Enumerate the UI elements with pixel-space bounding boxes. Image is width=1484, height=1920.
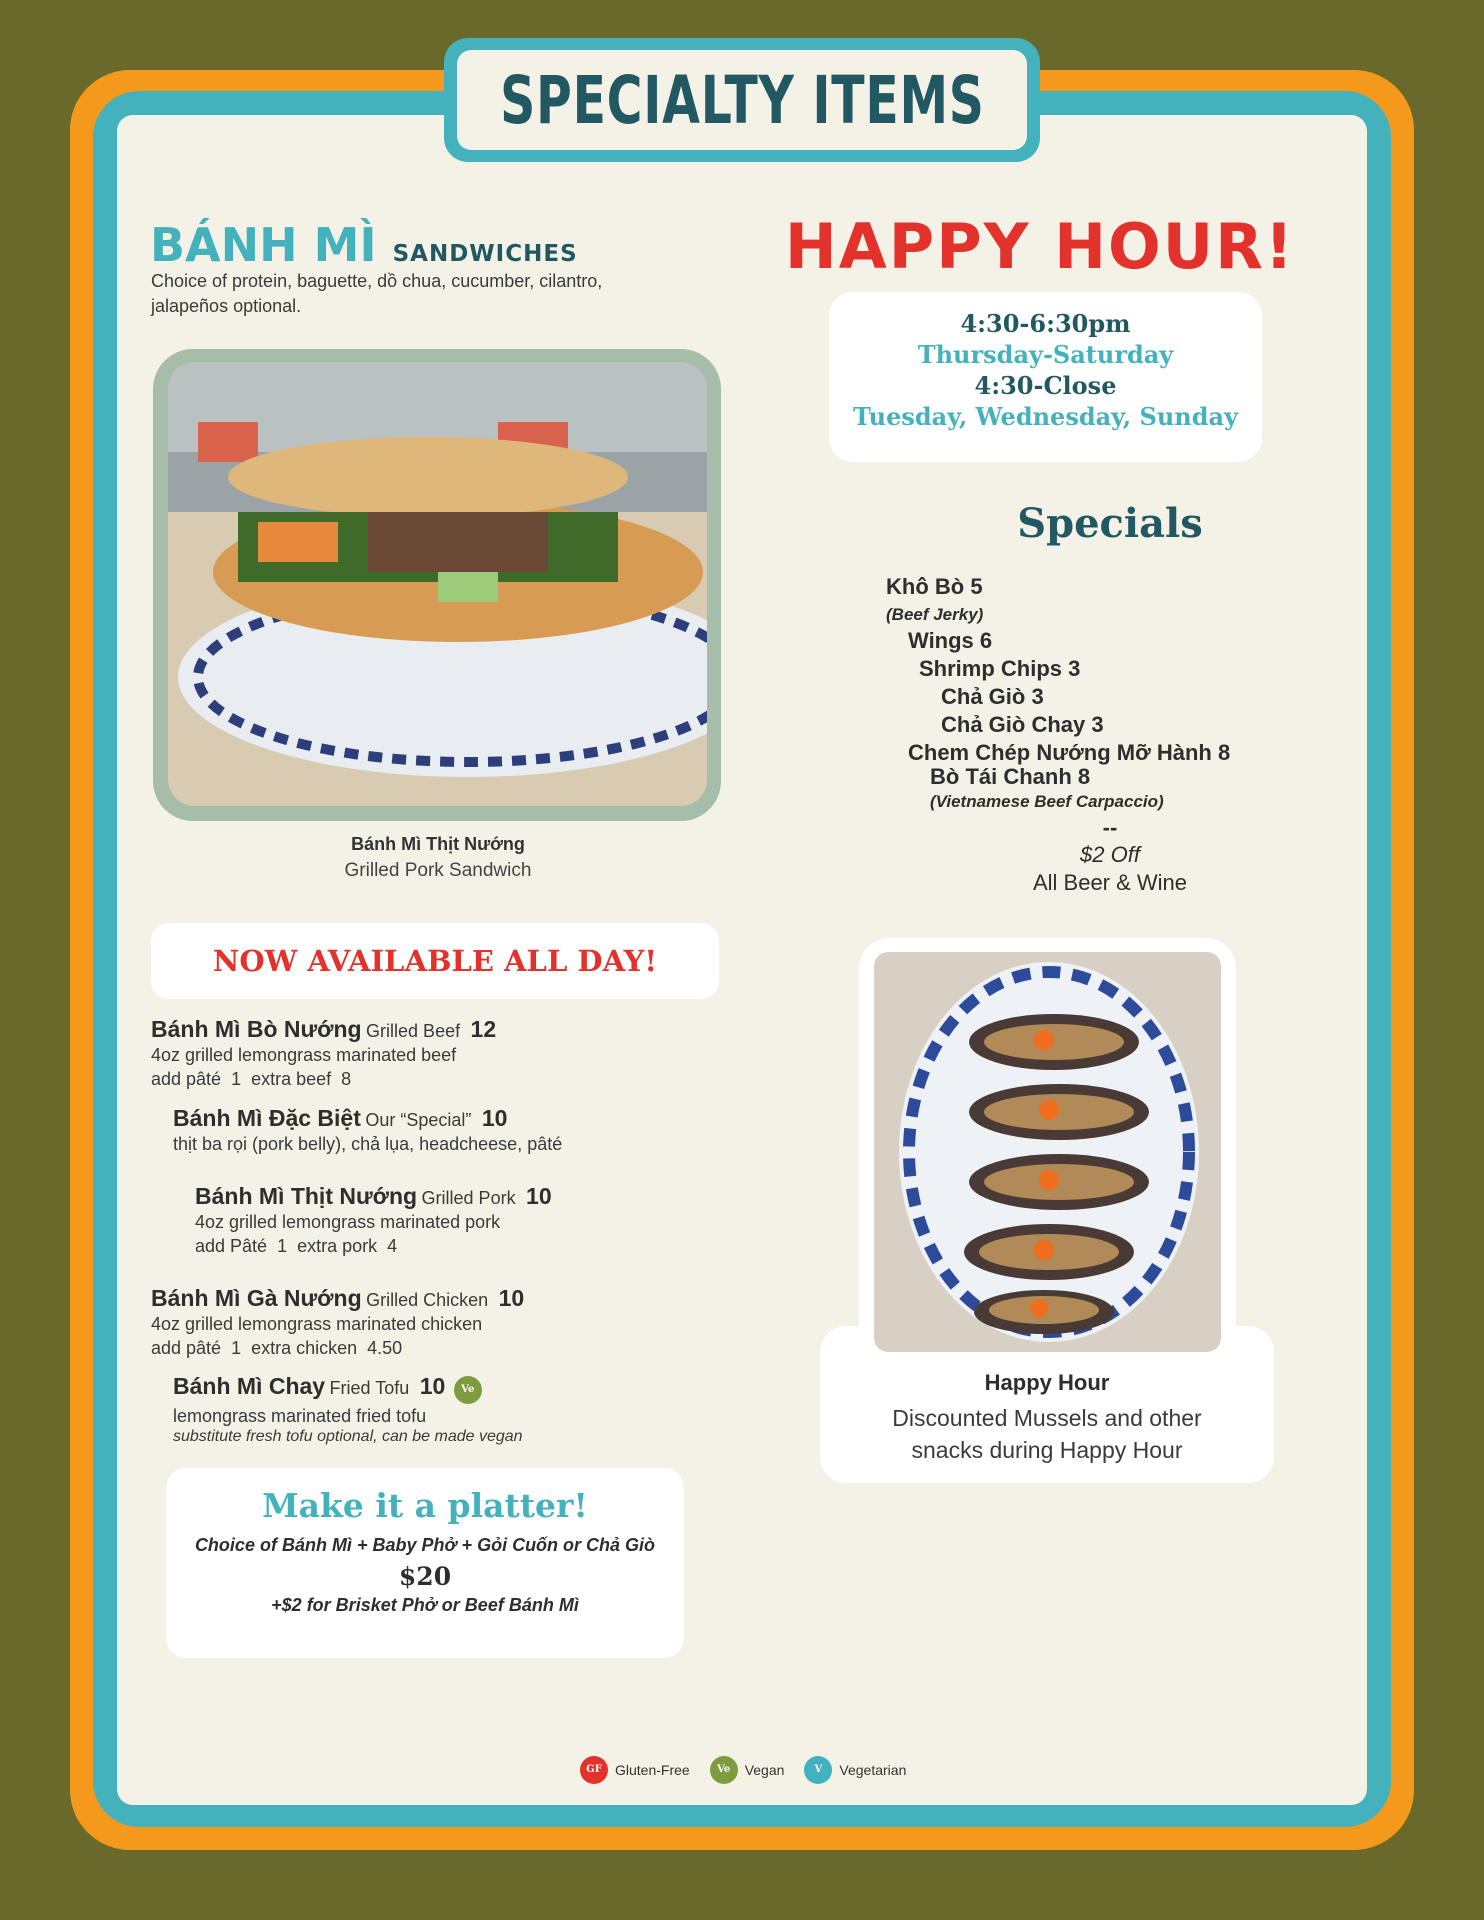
special-item: Chả Giò 3 [941,684,1044,709]
banh-mi-title: BÁNH MÌ [150,218,377,272]
item-price: 10 [481,1105,508,1131]
legend-label: Vegetarian [839,1762,907,1778]
sandwich-photo [168,362,707,806]
item-desc: 4oz grilled lemongrass marinated beef [151,1045,457,1065]
special-item: Wings 6 [908,628,993,653]
special-item: Bò Tái Chanh 8 [930,764,1091,789]
vegan-badge: Ve [454,1376,482,1404]
gluten-free-badge: GF [580,1756,608,1784]
mussels-caption-text: Discounted Mussels and other snacks during Happy Hour [892,1405,1202,1463]
special-item: Khô Bò 5 [886,574,983,599]
now-available-banner [151,923,719,999]
item-extra: add pâté 1 extra beef 8 [151,1069,352,1089]
hh-time-2: 4:30-Close [974,371,1117,400]
banh-mi-subtitle: SANDWICHES [392,241,578,267]
banh-mi-heading [150,218,578,272]
item-english: Grilled Pork [421,1188,516,1208]
special-note: (Vietnamese Beef Carpaccio) [930,792,1164,811]
specials-title: Specials [1017,500,1203,547]
hh-time-1: 4:30-6:30pm [960,309,1131,338]
special-divider: -- [1102,815,1118,840]
item-extra: add Pâté 1 extra pork 4 [195,1236,398,1256]
dietary-legend [580,1756,926,1784]
sandwich-caption-vn: Bánh Mì Thịt Nướng [351,834,525,854]
item-english: Grilled Chicken [366,1290,489,1310]
vegetarian-badge: V [804,1756,832,1784]
item-name: Bánh Mì Chay [173,1373,326,1399]
banh-mi-description: Choice of protein, baguette, dồ chua, cucumber, cilantro, jalapeños optional. [151,271,603,316]
platter-line: Choice of Bánh Mì + Baby Phở + Gỏi Cuốn or Chả Giò [194,1535,656,1555]
item-desc: thịt ba rọi (pork belly), chả lụa, headcheese, pâté [173,1134,563,1154]
item-price: 12 [470,1016,497,1042]
item-name: Bánh Mì Thịt Nướng [195,1183,418,1209]
item-price: 10 [526,1183,552,1209]
legend-label: Gluten-Free [615,1762,690,1778]
page-title: SPECIALTY ITEMS [499,61,985,139]
special-note: (Beef Jerky) [886,605,984,624]
special-item: Shrimp Chips 3 [919,656,1081,681]
legend-vegetarian [804,1756,906,1784]
menu-item [195,1183,552,1258]
legend-vegan [710,1756,785,1784]
special-item: Chả Giò Chay 3 [941,712,1104,737]
item-english: Our “Special” [365,1110,472,1130]
item-english: Fried Tofu [329,1378,410,1398]
item-price: 10 [498,1285,525,1311]
hh-days-2: Tuesday, Wednesday, Sunday [852,402,1239,431]
item-price: 10 [419,1373,446,1399]
item-desc: 4oz grilled lemongrass marinated chicken [151,1314,483,1334]
item-name: Bánh Mì Đặc Biệt [173,1105,361,1131]
platter-box [166,1468,684,1658]
mussels-caption-title: Happy Hour [984,1370,1110,1395]
special-discount: $2 Off [1080,842,1140,867]
item-name: Bánh Mì Gà Nướng [151,1285,362,1311]
platter-title: Make it a platter! [262,1486,588,1525]
vegan-badge: Ve [710,1756,738,1784]
now-available-text: NOW AVAILABLE ALL DAY! [212,944,658,978]
special-item: Chem Chép Nướng Mỡ Hành 8 [908,740,1231,765]
menu-item [151,1285,524,1360]
item-name: Bánh Mì Bò Nướng [151,1016,362,1042]
menu-item [173,1373,523,1446]
item-note: substitute fresh tofu optional, can be made vegan [173,1427,523,1445]
platter-price: $20 [398,1562,452,1591]
item-desc: 4oz grilled lemongrass marinated pork [195,1212,501,1232]
happy-hour-times [829,292,1262,462]
platter-upcharge: +$2 for Brisket Phở or Beef Bánh Mì [271,1595,579,1615]
sandwich-caption-en: Grilled Pork Sandwich [344,860,532,881]
menu-item [151,1016,496,1091]
item-desc: lemongrass marinated fried tofu [173,1405,427,1426]
legend-gluten-free [580,1756,690,1784]
item-english: Grilled Beef [366,1021,461,1041]
item-extra: add pâté 1 extra chicken 4.50 [151,1338,403,1358]
special-discount-target: All Beer & Wine [1032,870,1188,895]
mussels-photo [874,952,1221,1352]
happy-hour-title: HAPPY HOUR! [784,210,1296,283]
title-inner [457,50,1027,150]
legend-label: Vegan [744,1762,785,1778]
hh-days-1: Thursday-Saturday [917,340,1174,369]
menu-item [173,1105,562,1156]
